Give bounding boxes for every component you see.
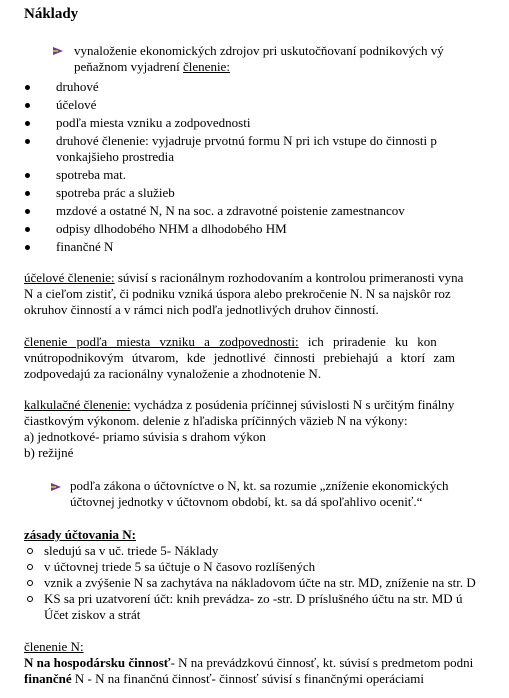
- intro-line-2: [74, 59, 230, 75]
- bullet-dot: [25, 245, 30, 250]
- zasady-title: zásady účtovania N:: [24, 527, 136, 542]
- list-item: finančné N: [56, 239, 114, 254]
- page-title: Náklady: [24, 6, 79, 22]
- list-item: odpisy dlhodobého NHM a dlhodobého HM: [56, 221, 287, 236]
- list-item: mzdové a ostatné N, N na soc. a zdravotné poistenie zamestnancov: [56, 203, 405, 218]
- intro-line-2-underline: členenie:: [183, 59, 230, 74]
- ucelove-paragraph-line-2: N a cieľom zistiť, či podniku vzniká úspora alebo prekročenie N. N sa najskôr roz: [24, 286, 451, 301]
- zakon-line-2: účtovnej jednotky v účtovnom období, kt. sa dá spoľahlivo oceniť.“: [70, 494, 423, 509]
- bullet-dot: [25, 191, 30, 196]
- miesto-paragraph-line-3: zodpovedajú za racionálny vynaloženie a zhodnotenie N.: [24, 366, 322, 381]
- bullet-dot: [25, 227, 30, 232]
- ucelove-paragraph-line-3: okruhov činností a v rámci nich podľa jednotlivých druhov činností.: [24, 302, 379, 317]
- circle-bullet: [27, 548, 33, 554]
- clenenie-line-2-bold: finančné: [24, 671, 72, 686]
- ucelove-paragraph-line-1: [24, 270, 463, 286]
- kalk-text-1: vychádza z posúdenia príčinnej súvislosti N s určitým finálny: [130, 397, 455, 412]
- zasady-item: KS sa pri uzatvorení účt: knih prevádza- zo -str. D príslušného účtu na str. MD ú: [44, 591, 463, 606]
- intro-line-1: vynaloženie ekonomických zdrojov pri uskutočňovaní podnikových vý: [74, 43, 444, 58]
- bullet-dot: [25, 121, 30, 126]
- list-item: spotreba prác a služieb: [56, 185, 175, 200]
- clenenie-line-1: [24, 655, 473, 671]
- arrow-bullet-icon: [52, 45, 64, 57]
- bullet-dot: [25, 209, 30, 214]
- bullet-dot: [25, 173, 30, 178]
- kalk-item-a: a) jednotkové- priamo súvisia s drahom výkon: [24, 429, 266, 444]
- zasady-item: sledujú sa v uč. triede 5- Náklady: [44, 543, 219, 558]
- clenenie-line-1-bold: N na hospodársku činnosť: [24, 655, 171, 670]
- list-item: druhové členenie: vyjadruje prvotnú formu N pri ich vstupe do činnosti p: [56, 133, 437, 148]
- kalk-item-b: b) režijné: [24, 445, 74, 460]
- ucelove-text-1: súvisí s racionálnym rozhodovaním a kontrolou primeranosti vyna: [114, 270, 464, 285]
- ucelove-label: účelové členenie:: [24, 270, 115, 285]
- bullet-dot: [25, 139, 30, 144]
- zasady-item: v účtovnej triede 5 sa účtuje o N časovo rozlíšených: [44, 559, 316, 574]
- miesto-text-1: ich priradenie ku kon: [298, 334, 437, 349]
- clenenie-line-2-text: N - N na finančnú činnosť- činnosť súvisí s finančnými operáciami: [71, 671, 424, 686]
- zasady-item-continuation: Účet ziskov a strát: [44, 607, 141, 622]
- zakon-line-1: podľa zákona o účtovníctve o N, kt. sa rozumie „zníženie ekonomických: [70, 478, 449, 493]
- bullet-dot: [25, 103, 30, 108]
- zasady-item: vznik a zvýšenie N sa zachytáva na nákladovom účte na str. MD, zníženie na str. D: [44, 575, 476, 590]
- miesto-paragraph-line-2: vnútropodnikovým útvarom, kde jednotlivé činnosti prebiehajú a ktorí zam: [24, 350, 455, 365]
- list-item: podľa miesta vzniku a zodpovednosti: [56, 115, 251, 130]
- list-item: druhové: [56, 79, 99, 94]
- circle-bullet: [27, 596, 33, 602]
- kalk-label: kalkulačné členenie:: [24, 397, 131, 412]
- miesto-paragraph-line-1: [24, 334, 437, 350]
- bullet-dot: [25, 85, 30, 90]
- miesto-label: členenie podľa miesta vzniku a zodpovednosti:: [24, 334, 299, 349]
- list-item-continuation: vonkajšieho prostredia: [56, 149, 175, 164]
- arrow-bullet-icon: [50, 481, 62, 493]
- circle-bullet: [27, 580, 33, 586]
- kalk-paragraph-line-2: čiastkovým výkonom. delenie z hľadiska príčinných väzieb N na výkony:: [24, 413, 408, 428]
- intro-line-2-text: peňažnom vyjadrení: [74, 59, 184, 74]
- clenenie-line-1-text: - N na prevádzkovú činnosť, kt. súvisí s predmetom podni: [170, 655, 474, 670]
- clenenie-line-2: [24, 671, 424, 687]
- list-item: spotreba mat.: [56, 167, 127, 182]
- kalk-paragraph-line-1: [24, 397, 454, 413]
- circle-bullet: [27, 564, 33, 570]
- list-item: účelové: [56, 97, 97, 112]
- clenenie-title: členenie N:: [24, 639, 84, 654]
